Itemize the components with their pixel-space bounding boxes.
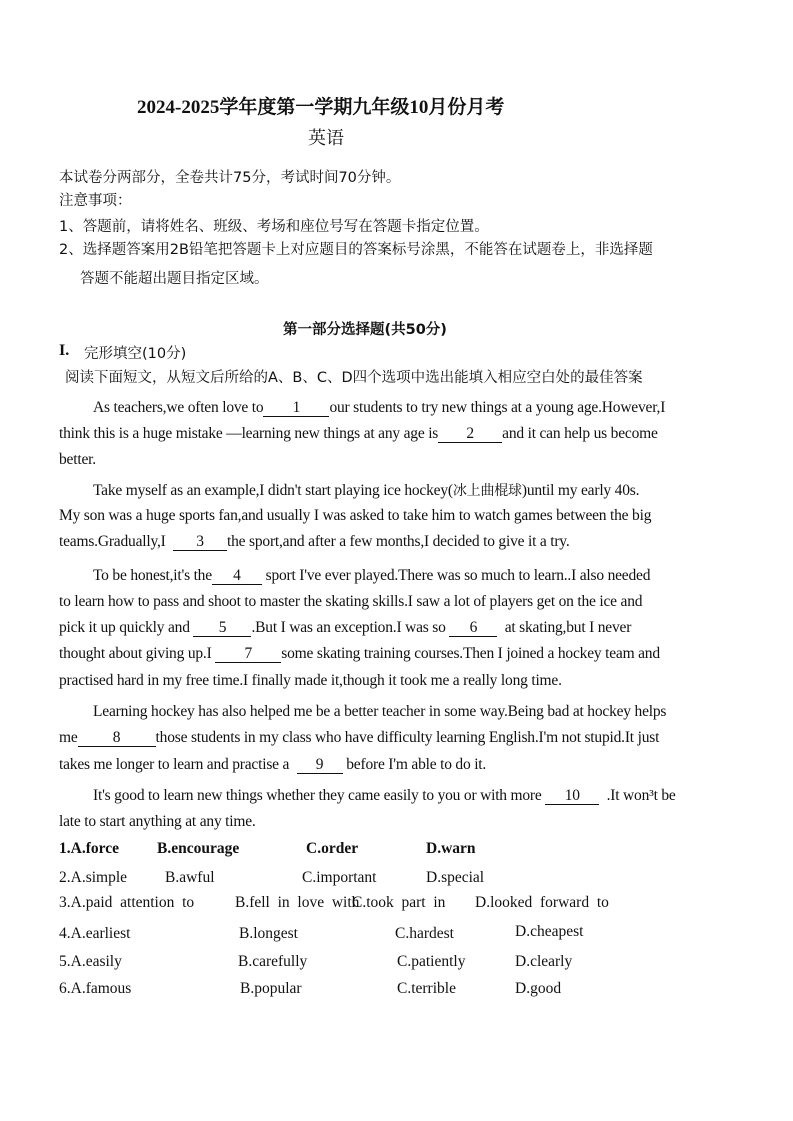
section-number: I. xyxy=(59,342,70,359)
q4-option-b: B.longest xyxy=(239,925,298,942)
q5-option-b: B.carefully xyxy=(238,953,308,970)
q4-option-c: C.hardest xyxy=(395,925,454,942)
q2-option-d: D.special xyxy=(426,869,485,886)
passage-line: me 8 those students in my class who have difficulty learning English.I'm not stupid.It just xyxy=(59,729,660,746)
q3-option-c: C.took part in xyxy=(352,894,446,911)
exam-title: 2024-2025学年度第一学期九年级10月份月考 xyxy=(137,97,505,118)
passage-line: To be honest,it's the 4 sport I've ever played.There was so much to learn..I also needed xyxy=(93,567,651,584)
exam-intro: 本试卷分两部分，全卷共计75分，考试时间70分钟。 xyxy=(59,170,401,186)
q5-option-a: 5.A.easily xyxy=(59,953,122,970)
q4-option-a: 4.A.earliest xyxy=(59,925,131,942)
q2-option-c: C.important xyxy=(302,869,377,886)
blank-8: 8 xyxy=(78,730,156,747)
passage-line: late to start anything at any time. xyxy=(59,813,256,830)
blank-5: 5 xyxy=(193,620,251,637)
note-item-2-cont: 答题不能超出题目指定区域。 xyxy=(80,271,269,287)
passage-line: Take myself as an example,I didn't start playing ice hockey(冰上曲棍球)until my early 40s. xyxy=(93,482,640,499)
q1-option-c: C.order xyxy=(306,840,359,857)
q6-option-b: B.popular xyxy=(240,980,302,997)
q3-option-d: D.looked forward to xyxy=(475,894,609,911)
blank-9: 9 xyxy=(297,757,343,774)
blank-4: 4 xyxy=(212,568,262,585)
section-title: 完形填空(10分) xyxy=(84,346,187,362)
passage-line: pick it up quickly and 5 .But I was an exception.I was so 6 at skating,but I never xyxy=(59,619,632,636)
q6-option-d: D.good xyxy=(515,980,562,997)
q6-option-c: C.terrible xyxy=(397,980,456,997)
q6-option-a: 6.A.famous xyxy=(59,980,132,997)
note-item-1: 1、答题前，请将姓名、班级、考场和座位号写在答题卡指定位置。 xyxy=(59,219,489,235)
q2-option-a: 2.A.simple xyxy=(59,869,128,886)
q5-option-d: D.clearly xyxy=(515,953,573,970)
passage-line: to learn how to pass and shoot to master the skating skills.I saw a lot of players get on the ice and xyxy=(59,593,643,610)
blank-10: 10 xyxy=(545,788,599,805)
passage-line: Learning hockey has also helped me be a better teacher in some way.Being bad at hockey helps xyxy=(93,703,667,720)
passage-line: As teachers,we often love to 1 our students to try new things at a young age.However,I xyxy=(93,399,666,416)
q3-option-a: 3.A.paid attention to xyxy=(59,894,195,911)
blank-3: 3 xyxy=(173,534,227,551)
passage-line: teams.Gradually,I 3 the sport,and after a few months,I decided to give it a try. xyxy=(59,533,570,550)
q1-option-d: D.warn xyxy=(426,840,476,857)
blank-7: 7 xyxy=(215,646,281,663)
section-instruction: 阅读下面短文，从短文后所给的A、B、C、D四个选项中选出能填入相应空白处的最佳答案 xyxy=(65,370,643,386)
blank-1: 1 xyxy=(263,400,329,417)
part-heading: 第一部分选择题(共50分) xyxy=(283,322,447,338)
q1-option-a: 1.A.force xyxy=(59,840,119,857)
passage-line: takes me longer to learn and practise a 9 before I'm able to do it. xyxy=(59,756,487,773)
q4-option-d: D.cheapest xyxy=(515,923,584,940)
q3-option-b: B.fell in love with xyxy=(235,894,360,911)
q2-option-b: B.awful xyxy=(165,869,215,886)
passage-line: thought about giving up.I 7 some skating training courses.Then I joined a hockey team and xyxy=(59,645,660,662)
attention-label: 注意事项： xyxy=(59,193,132,209)
blank-6: 6 xyxy=(449,620,497,637)
note-item-2: 2、选择题答案用2B铅笔把答题卡上对应题目的答案标号涂黑，不能答在试题卷上，非选择题 xyxy=(59,242,653,258)
passage-line: It's good to learn new things whether they came easily to you or with more 10 .It won³t be xyxy=(93,787,676,804)
passage-line: My son was a huge sports fan,and usually I was asked to take him to watch games between the big xyxy=(59,507,652,524)
subject-title: 英语 xyxy=(308,128,344,149)
passage-line: practised hard in my free time.I finally made it,though it took me a really long time. xyxy=(59,672,562,689)
passage-line: better. xyxy=(59,451,96,468)
q5-option-c: C.patiently xyxy=(397,953,466,970)
passage-line: think this is a huge mistake —learning new things at any age is 2 and it can help us become xyxy=(59,425,658,442)
blank-2: 2 xyxy=(438,426,502,443)
q1-option-b: B.encourage xyxy=(157,840,240,857)
